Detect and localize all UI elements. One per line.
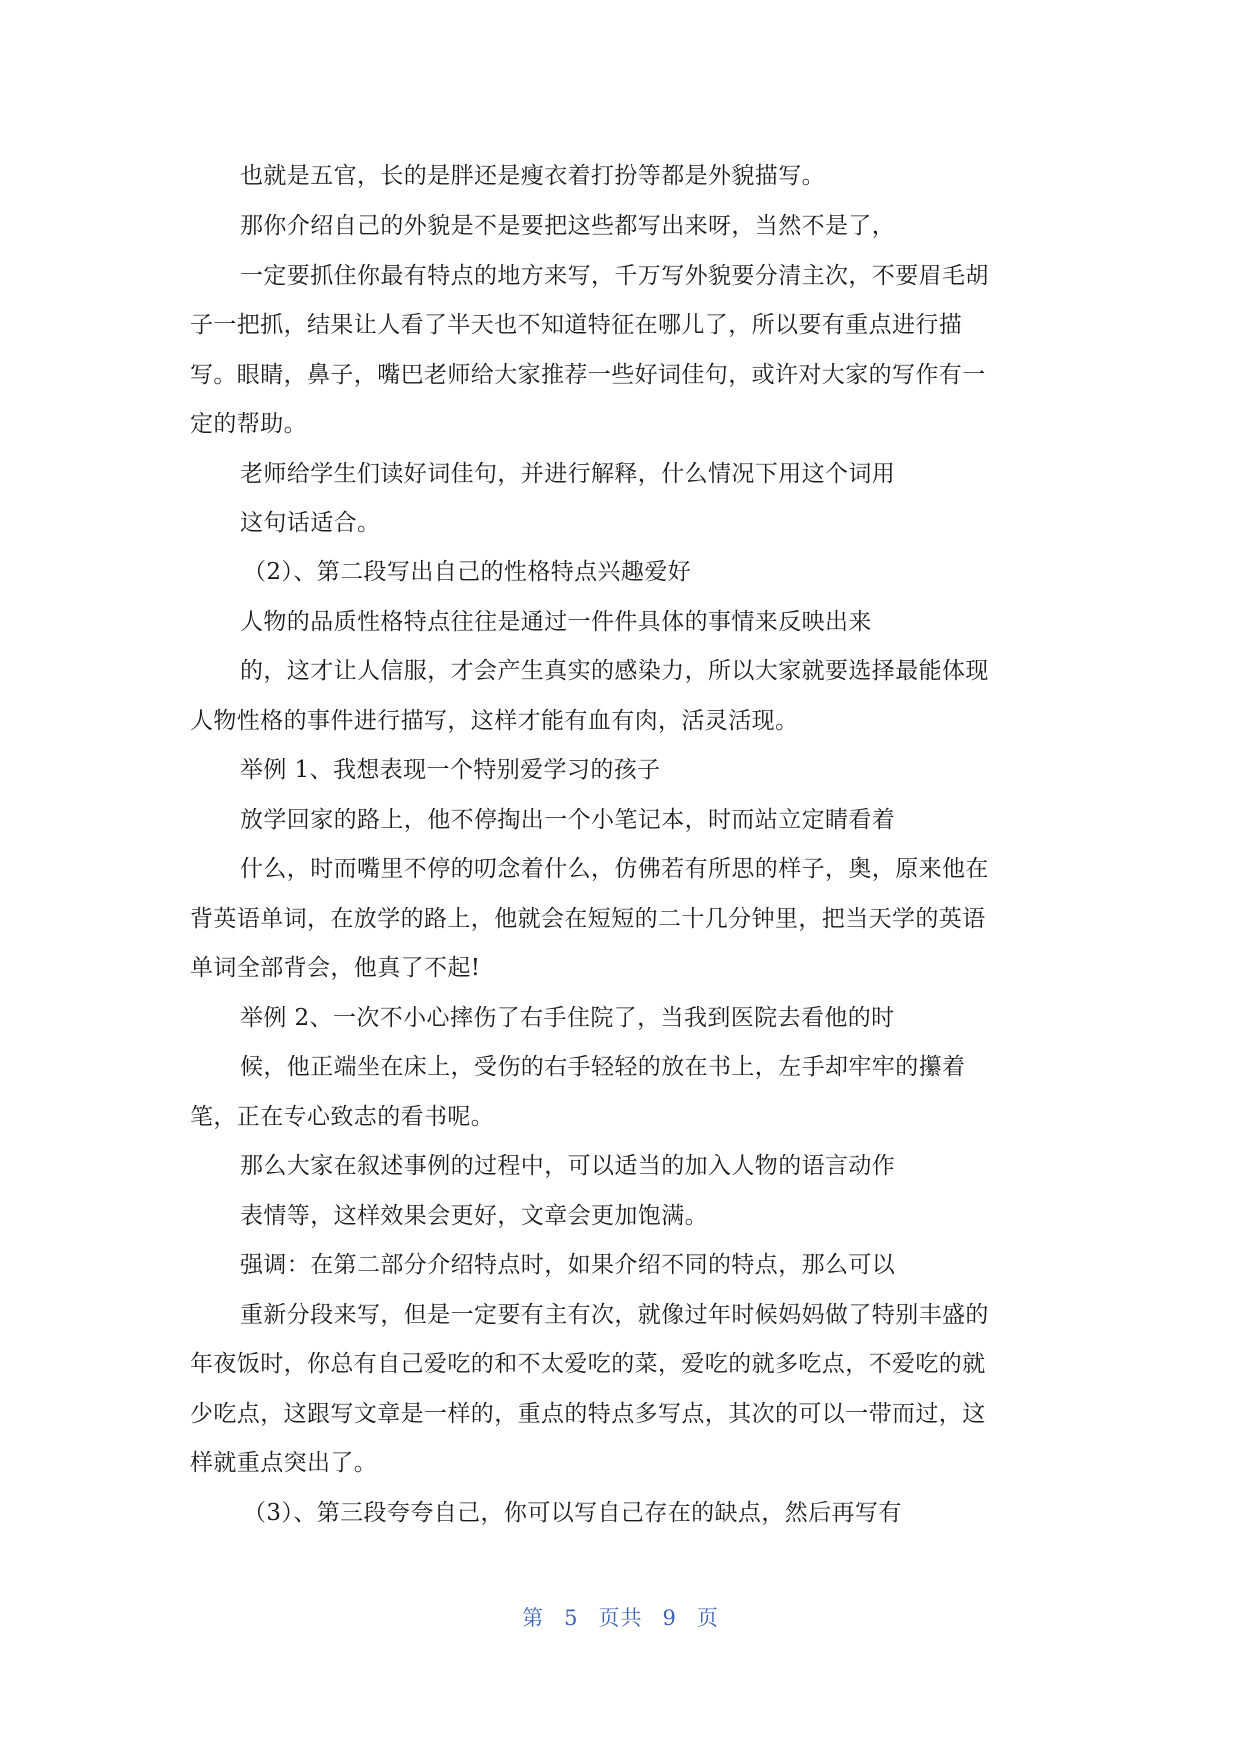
page-footer xyxy=(0,1602,1241,1632)
text-line: 定的帮助。 xyxy=(190,411,307,437)
text-line: 候，他正端坐在床上，受伤的右手轻轻的放在书上，左手却牢牢的攥着 xyxy=(240,1054,966,1080)
text-line: 也就是五官，长的是胖还是瘦衣着打扮等都是外貌描写。 xyxy=(240,163,825,189)
text-line: 重新分段来写，但是一定要有主有次，就像过年时候妈妈做了特别丰盛的 xyxy=(240,1302,989,1328)
text-line: 背英语单词，在放学的路上，他就会在短短的二十几分钟里，把当天学的英语 xyxy=(190,906,986,932)
text-line: 放学回家的路上，他不停掏出一个小笔记本，时而站立定睛看着 xyxy=(240,807,896,833)
text-line: 人物的品质性格特点往往是通过一件件具体的事情来反映出来 xyxy=(240,609,872,635)
text-line: 少吃点，这跟写文章是一样的，重点的特点多写点，其次的可以一带而过，这 xyxy=(190,1401,986,1427)
text-line: 单词全部背会，他真了不起! xyxy=(190,955,481,981)
total-pages-number: 9 xyxy=(662,1606,677,1630)
text-line: 那你介绍自己的外貌是不是要把这些都写出来呀，当然不是了， xyxy=(240,213,896,239)
text-line: 子一把抓，结果让人看了半天也不知道特征在哪儿了，所以要有重点进行描 xyxy=(190,312,963,338)
text-line: 笔，正在专心致志的看书呢。 xyxy=(190,1104,495,1130)
text-line: 写。眼睛，鼻子，嘴巴老师给大家推荐一些好词佳句，或许对大家的写作有一 xyxy=(190,362,986,388)
text-line: 强调：在第二部分介绍特点时，如果介绍不同的特点，那么可以 xyxy=(240,1252,896,1278)
footer-suffix: 页 xyxy=(696,1606,719,1630)
text-line: 这句话适合。 xyxy=(240,510,381,536)
text-line: 什么，时而嘴里不停的叨念着什么，仿佛若有所思的样子，奥，原来他在 xyxy=(240,856,989,882)
section-heading: （2）、第二段写出自己的性格特点兴趣爱好 xyxy=(243,559,692,585)
text-line: 老师给学生们读好词佳句，并进行解释，什么情况下用这个词用 xyxy=(240,461,896,487)
text-line: 样就重点突出了。 xyxy=(190,1450,378,1476)
text-line: 那么大家在叙述事例的过程中，可以适当的加入人物的语言动作 xyxy=(240,1153,896,1179)
text-line: 举例 2、一次不小心摔伤了右手住院了，当我到医院去看他的时 xyxy=(240,1005,895,1031)
footer-prefix: 第 xyxy=(522,1606,545,1630)
text-line: 的，这才让人信服，才会产生真实的感染力，所以大家就要选择最能体现 xyxy=(240,658,989,684)
text-line: 表情等，这样效果会更好，文章会更加饱满。 xyxy=(240,1203,708,1229)
current-page-number: 5 xyxy=(564,1606,579,1630)
text-line: 一定要抓住你最有特点的地方来写，千万写外貌要分清主次，不要眉毛胡 xyxy=(240,263,989,289)
text-line: 人物性格的事件进行描写，这样才能有血有肉，活灵活现。 xyxy=(190,708,799,734)
footer-mid: 页共 xyxy=(598,1606,643,1630)
section-heading: （3）、第三段夸夸自己，你可以写自己存在的缺点，然后再写有 xyxy=(243,1500,902,1526)
text-line: 举例 1、我想表现一个特别爱学习的孩子 xyxy=(240,757,661,783)
text-line: 年夜饭时，你总有自己爱吃的和不太爱吃的菜，爱吃的就多吃点，不爱吃的就 xyxy=(190,1351,986,1377)
